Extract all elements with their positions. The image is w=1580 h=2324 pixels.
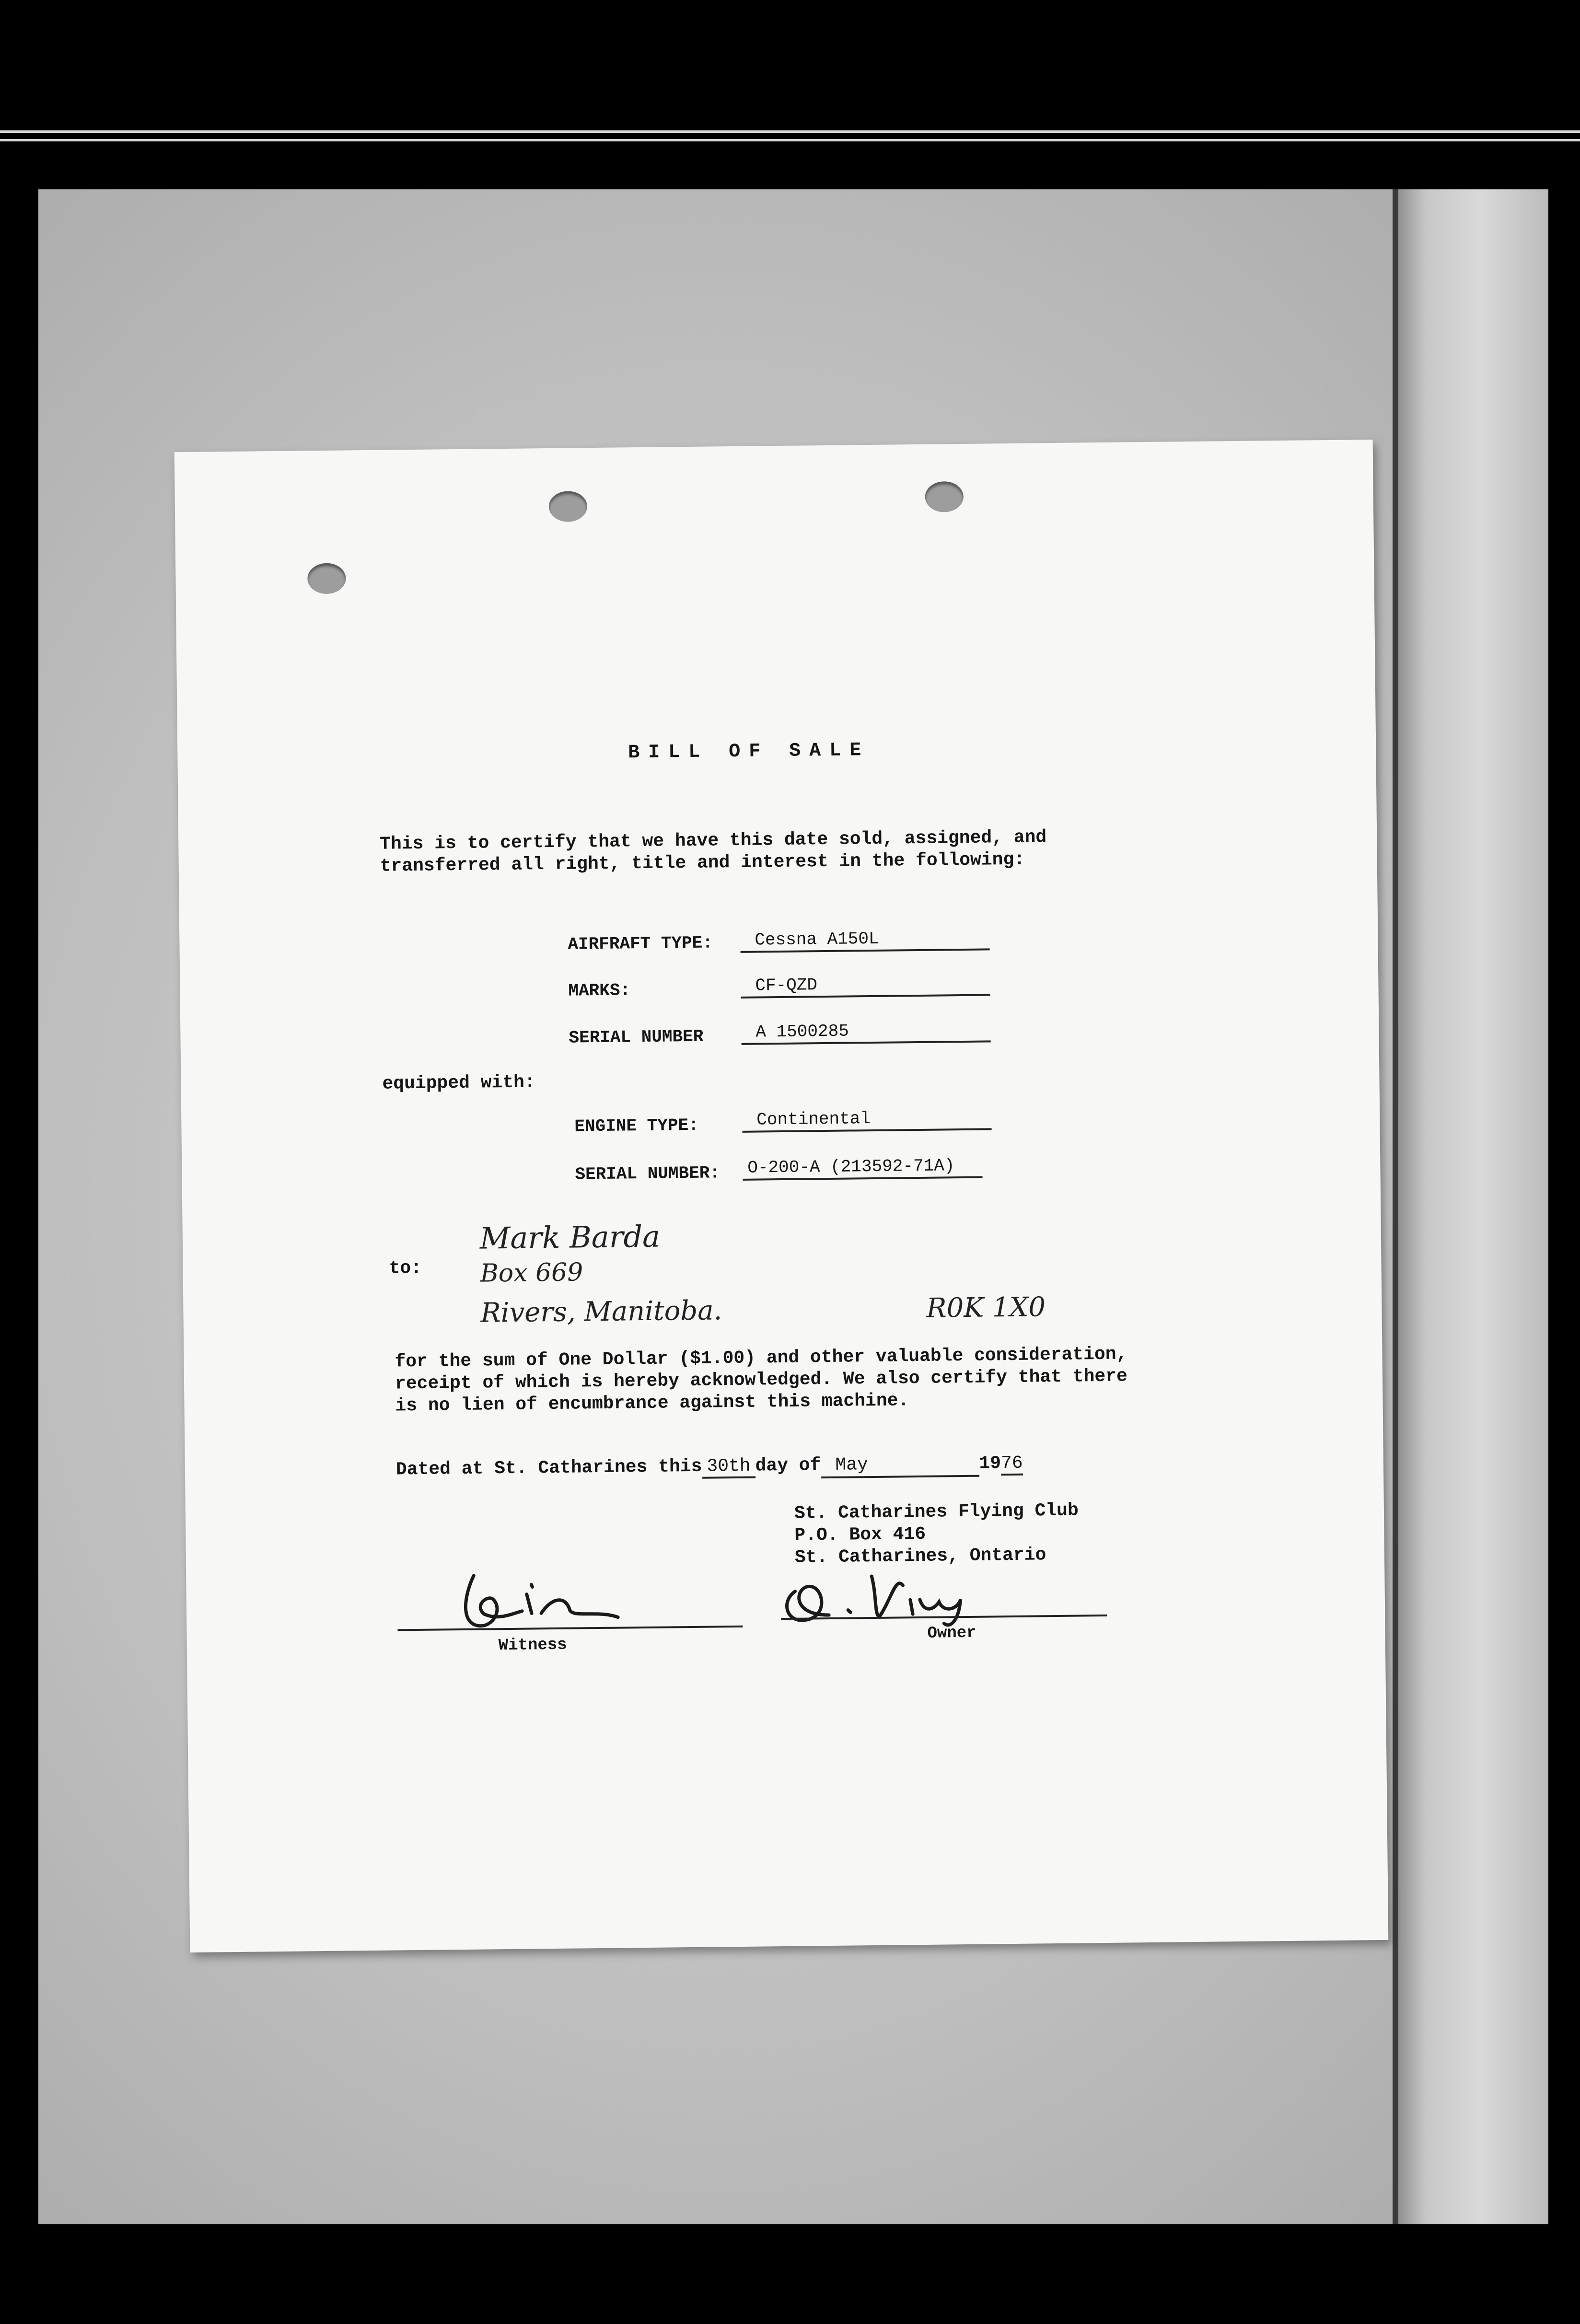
serial-number-label: SERIAL NUMBER xyxy=(569,1026,704,1048)
engine-type-label: ENGINE TYPE: xyxy=(574,1115,699,1137)
dated-month: May xyxy=(821,1453,979,1478)
buyer-postal-code: R0K 1X0 xyxy=(926,1291,1046,1324)
aircraft-type-label: AIRFRAFT TYPE: xyxy=(568,933,713,954)
dated-line xyxy=(396,1452,1023,1483)
marks-value: CF-QZD xyxy=(741,973,990,998)
to-label: to: xyxy=(389,1257,422,1279)
engine-serial-value: O-200-A (213592-71A) xyxy=(743,1156,982,1181)
engine-type-value: Continental xyxy=(742,1107,991,1132)
film-border-line xyxy=(0,139,1580,141)
equipped-with-text: equipped with: xyxy=(382,1072,535,1094)
document-title: BILL OF SALE xyxy=(628,740,870,764)
buyer-name: Mark Barda xyxy=(479,1219,661,1256)
board-binding-strip xyxy=(1395,189,1548,2224)
aircraft-type-value: Cessna A150L xyxy=(740,928,989,953)
serial-number-value: A 1500285 xyxy=(741,1020,990,1045)
engine-serial-label: SERIAL NUMBER: xyxy=(575,1163,720,1185)
intro-line-1: This is to certify that we have this date sold, assigned, and xyxy=(380,827,1047,855)
owner-caption: Owner xyxy=(927,1624,976,1643)
bill-of-sale-sheet xyxy=(174,440,1389,1952)
witness-caption: Witness xyxy=(498,1636,567,1655)
consideration-line-1: for the sum of One Dollar ($1.00) and other valuable consideration, xyxy=(395,1344,1127,1372)
dated-prefix: Dated at St. Catharines this xyxy=(395,1456,702,1480)
dated-day: 30th xyxy=(702,1456,755,1479)
dated-year-prefix: 19 xyxy=(979,1453,1001,1474)
intro-text xyxy=(380,826,1047,878)
board-edge xyxy=(1393,189,1398,2224)
punch-hole xyxy=(925,481,964,512)
consideration-line-3: is no lien of encumbrance against this machine. xyxy=(395,1390,909,1417)
consideration-text xyxy=(395,1343,1127,1417)
dated-year-suffix: 76 xyxy=(1001,1453,1023,1476)
film-border-line xyxy=(0,130,1580,133)
seller-line-3: St. Catharines, Ontario xyxy=(794,1545,1046,1568)
punch-hole xyxy=(549,491,588,522)
consideration-line-2: receipt of which is hereby acknowledged. We also certify that there xyxy=(395,1366,1128,1394)
seller-line-1: St. Catharines Flying Club xyxy=(794,1500,1079,1524)
marks-label: MARKS: xyxy=(568,980,631,1001)
buyer-box: Box 669 xyxy=(480,1258,583,1288)
dated-day-of: day of xyxy=(755,1455,821,1476)
buyer-address: Rivers, Manitoba. xyxy=(480,1295,722,1329)
punch-hole xyxy=(307,563,346,594)
seller-line-2: P.O. Box 416 xyxy=(794,1523,926,1546)
intro-line-2: transferred all right, title and interest in the following: xyxy=(380,849,1025,877)
